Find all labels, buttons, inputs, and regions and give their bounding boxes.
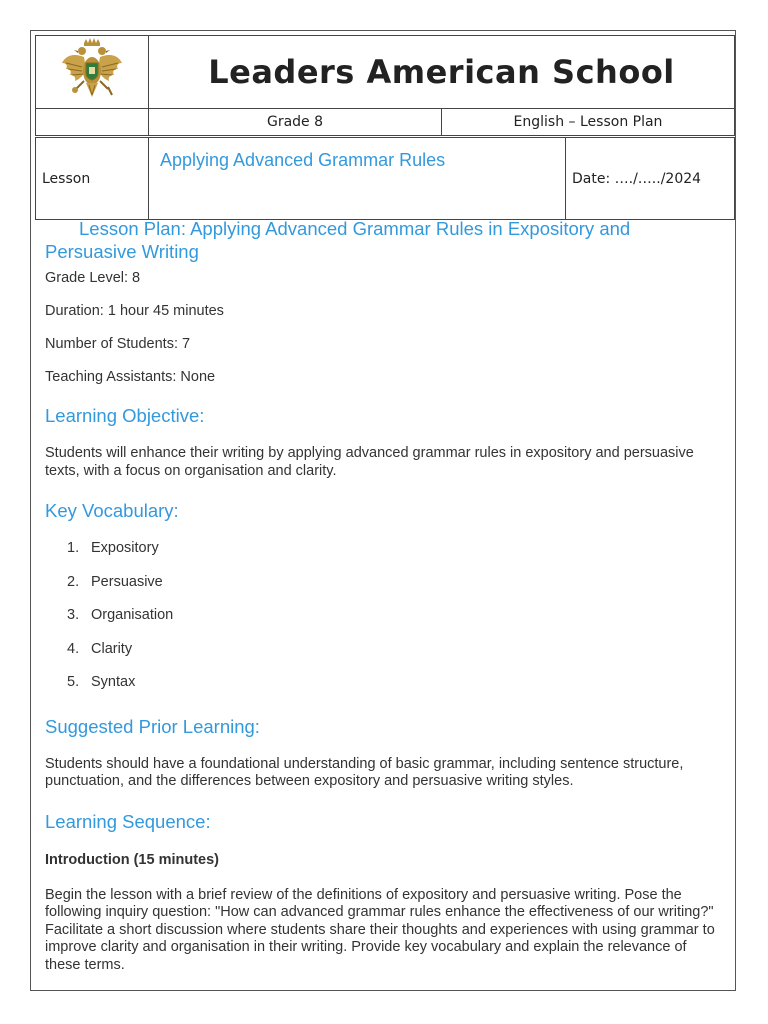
header-table <box>35 35 735 136</box>
lesson-plan-body <box>45 217 725 992</box>
logo-cell <box>36 36 149 109</box>
vocabulary-list <box>45 540 725 708</box>
list-item: 4. Clarity <box>67 640 133 657</box>
page-frame <box>30 30 736 991</box>
objective-text: Students will enhance their writing by applying advanced grammar rules in expository and persuasive texts, with a focus on organisation and clarity. <box>45 445 694 479</box>
subject-cell: English – Lesson Plan <box>442 109 735 136</box>
vocabulary-heading: Key Vocabulary: <box>45 500 179 521</box>
school-name: Leaders American School <box>149 36 735 109</box>
prior-learning-heading: Suggested Prior Learning: <box>45 715 260 737</box>
teaching-assistants: Teaching Assistants: None <box>45 369 216 385</box>
introduction-text: Begin the lesson with a brief review of the definitions of expository and persuasive writing. Pose the following inquiry question: "How can advanced grammar rules enhance the effectiveness of our writing?" Facilitate a short discussion where students share their thoughts and experiences with using grammar to improve clarity and organisation in their writing. Provide key vocabulary and explain the relevance of these terms. <box>45 886 715 973</box>
lesson-table <box>35 137 735 220</box>
lesson-title: Applying Advanced Grammar Rules <box>149 138 566 220</box>
empty-cell <box>36 109 149 136</box>
objective-heading: Learning Objective: <box>45 405 205 426</box>
eagle-crest-icon <box>60 37 124 103</box>
introduction-heading: Introduction (15 minutes) <box>45 851 219 868</box>
number-of-students: Number of Students: 7 <box>45 336 191 352</box>
list-item: 5. Syntax <box>67 674 136 690</box>
duration: Duration: 1 hour 45 minutes <box>45 303 224 319</box>
document-title: Lesson Plan: Applying Advanced Grammar Rules in Expository and Persuasive Writing <box>45 218 631 262</box>
prior-learning-text: Students should have a foundational understanding of basic grammar, including sentence structure, punctuation, and the differences between expository and persuasive writing styles. <box>45 755 684 789</box>
grade-cell: Grade 8 <box>149 109 442 136</box>
list-item: 3. Organisation <box>67 607 174 623</box>
sequence-heading: Learning Sequence: <box>45 810 211 832</box>
list-item: 1. Expository <box>67 540 159 556</box>
date-field: Date: …./…../2024 <box>566 138 735 220</box>
lesson-label: Lesson <box>36 138 149 220</box>
list-item: 2. Persuasive <box>67 573 163 590</box>
grade-level: Grade Level: 8 <box>45 270 141 286</box>
